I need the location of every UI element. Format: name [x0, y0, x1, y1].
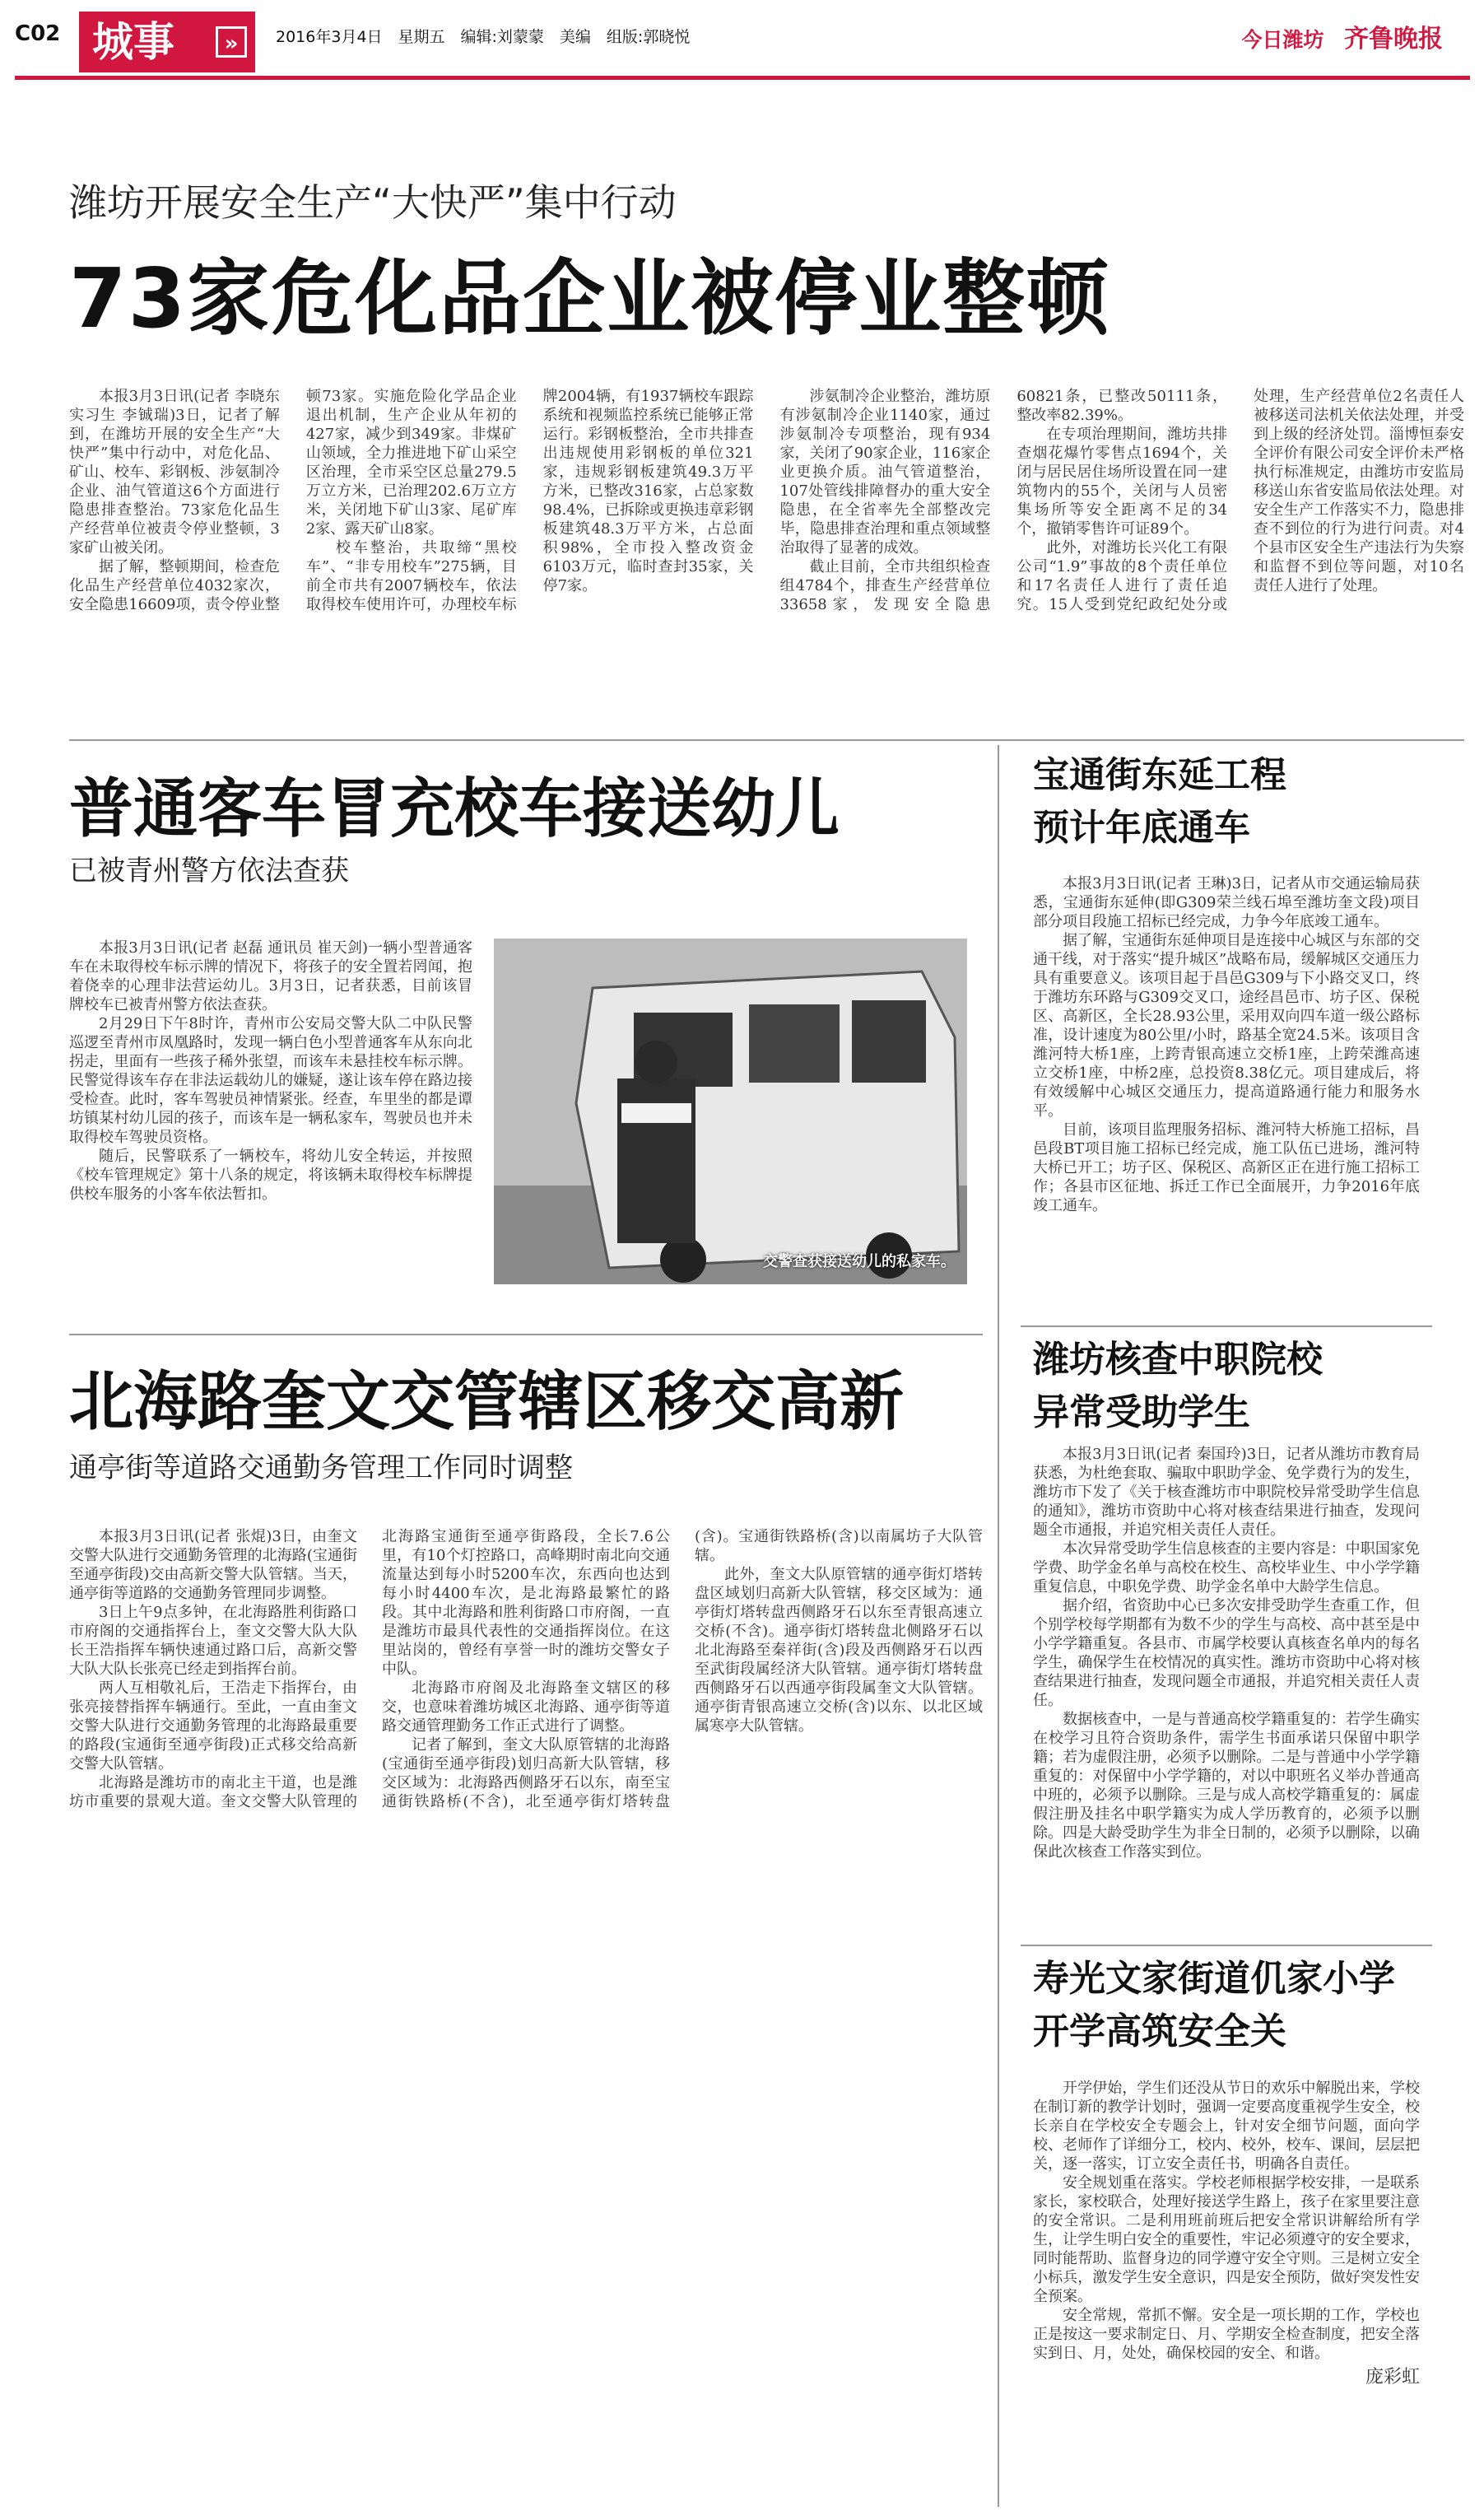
paragraph: 据了解，宝通街东延伸项目是连接中心城区与东部的交通干线，对于落实“提升城区”战略布局，缓解城区交通压力具有重要意义。该项目起于昌邑G309与下小路交叉口，终于潍坊东环路与G309交叉口，途经昌邑市、坊子区、保税区、高新区，全长28.93公里，采用双向四车道一级公路标准，设计速度为80公里/小时，路基全宽24.5米。该项目含潍河特大桥1座，上跨青银高速立交桥1座，上跨荣潍高速立交桥1座，中桥2座，总投资8.38亿元。项目建成后，将有效缓解中心城区交通压力，提高道路通行能力和服务水平。: [1033, 932, 1420, 1120]
kuiwen-headline: 北海路奎文交管辖区移交高新: [69, 1365, 905, 1439]
paragraph: 北海路是潍坊市的南北主干道，也是潍坊市重要的景观大道。奎文交警大队管理的北海路宝通街至通亭街路段，全长7.6公里，有10个灯控路口，高峰期时南北向交通流量达到每小时5200车次，东西向也达到每小时4400车次，是北海路最繁忙的路段。其中北海路和胜利街路口市府阁，一直是潍坊市最具代表性的交通指挥岗位。在这里站岗的，曾经有享誉一时的潍坊交警女子中队。: [69, 1528, 670, 1810]
headline-line: 预计年底通车: [1033, 807, 1250, 849]
section-label: 城事: [92, 18, 174, 66]
page-number: C02: [15, 21, 61, 46]
article-author: 庞彩虹: [1365, 2367, 1420, 2388]
paragraph: 数据核查中，一是与普通高校学籍重复的：若学生确实在校学习且符合资助条件，需学生书面承诺只保留中职学籍；若为虚假注册，必须予以删除。二是与普通中小学学籍重复的：对保留中小学学籍的，对以中职班名义举办普通高中班的，必须予以删除。三是与成人高校学籍重复的：属虚假注册及挂名中职学籍实为成人学历教育的，必须予以删除。四是大龄受助学生为非全日制的，必须予以删除，以确保此次核查工作落实到位。: [1033, 1711, 1420, 1861]
paragraph: 本报3月3日讯(记者 王琳)3日，记者从市交通运输局获悉，宝通街东延伸(即G309荣兰线石埠至潍坊奎文段)项目部分项目段施工招标已经完成，力争今年底竣工通车。: [1033, 875, 1420, 930]
chevron-right-icon: »: [216, 26, 247, 58]
bus-headline: 普通客车冒充校车接送幼儿: [69, 772, 840, 846]
paragraph: 校车整治，共取缔“黑校车”、“非专用校车”275辆，目前全市共有2007辆校车，依法取得校车使用许可，办理校车标牌2004辆，有1937辆校车跟踪系统和视频监控系统已能够正常运行。彩钢板整治，全市共排查出违规使用彩钢板的单位321家，违规彩钢板建筑49.3万平方米，已整改316家，占总家数98.4%，已拆除或更换违章彩钢板建筑48.3万平方米，占总面积98%，全市投入整改资金6103万元，临时查封35家，关停7家。: [305, 388, 754, 613]
paragraph: 本次异常受助学生信息核查的主要内容是：中职国家免学费、助学金名单与高校在校生、高校毕业生、中小学学籍重复信息，中职免学费、助学金名单中大龄学生信息。: [1033, 1540, 1420, 1596]
date-line: 2016年3月4日 星期五 编辑:刘蒙蒙 美编 组版:郭晓悦: [276, 28, 691, 46]
divider: [69, 1334, 983, 1335]
paragraph: 本报3月3日讯(记者 李晓东 实习生 李铖瑞)3日，记者了解到，在潍坊开展的安全生产“大快严”集中行动中，对危化品、矿山、校车、彩钢板、涉氨制冷企业、油气管道这6个方面进行隐患排查整治。73家危化品生产经营单位被责令停业整顿，3家矿山被关闭。: [69, 388, 280, 557]
baotong-headline: [1033, 749, 1379, 855]
paragraph: 此外，对潍坊长兴化工有限公司“1.9”事故的8个责任单位和17名责任人进行了责任追究。15人受到党纪政纪处分或处理，生产经营单位2名责任人被移送司法机关依法处理，并受到上级的经济处罚。淄博恒泰安全评价有限公司安全评价未严格执行标准规定，由潍坊市安监局移送山东省安监局依法处理。对安全生产工作落实不力，隐患排查不到位的行为进行问责。对4个县市区安全生产违法行为失察和监督不到位等问题，对10名责任人进行了处理。: [1016, 388, 1464, 613]
news-photo: [494, 939, 967, 1284]
paragraph: 2月29日下午8时许，青州市公安局交警大队二中队民警巡逻至青州市凤凰路时，发现一辆白色小型普通客车从东向北拐走，里面有一些孩子稀外张望，而该车未悬挂校车标示牌。民警觉得该车存在非法运载幼儿的嫌疑，遂让该车停在路边接受检查。此时，客车驾驶员神情紧张。经查，车里坐的都是谭坊镇某村幼儿园的孩子，而该车是一辆私家车，驾驶员也并未取得校车驾驶员资格。: [69, 1015, 472, 1146]
shouguang-headline: [1033, 1953, 1444, 2058]
photo-caption: 交警查获接送幼儿的私家车。: [763, 1253, 956, 1270]
paragraph: 开学伊始，学生们还没从节日的欢乐中解脱出来，学校在制订新的教学计划时，强调一定要高度重视学生安全，校长亲自在学校安全专题会上，针对安全细节问题，面向学校、老师作了详细分工，校内、校外，校车、课间，层层把关，逐一落实，订立安全责任书，明确各自责任。: [1033, 2080, 1420, 2173]
baotong-body: [1033, 874, 1420, 1215]
divider: [1021, 1945, 1432, 1946]
vocational-headline: [1033, 1334, 1379, 1439]
headline-line: 寿光文家街道仉家小学: [1033, 1958, 1395, 2000]
bus-subheadline: 已被青州警方依法查获: [69, 855, 349, 887]
paragraph: 记者了解到，奎文大队原管辖的北海路(宝通街至通亭街段)划归高新大队管辖，移交区域为：北海路西侧路牙石以东，南至宝通街铁路桥(不含)，北至通亭街灯塔转盘(含)。宝通街铁路桥(含)以南属坊子大队管辖。: [382, 1528, 983, 1810]
lead-body: [69, 387, 1464, 749]
paragraph: 此外，奎文大队原管辖的通亭街灯塔转盘区域划归高新大队管辖，移交区域为：通亭街灯塔转盘西侧路牙石以东至青银高速立交桥(不含)。通亭街灯塔转盘北侧路牙石以北北海路至秦祥街(含)段及西侧路牙石以西至武街段属经济大队管辖。通亭街灯塔转盘西侧路牙石以西通亭街段属奎文大队管辖。通亭街青银高速立交桥(含)以东、以北区域属寒亭大队管辖。: [695, 1566, 983, 1735]
vocational-body: [1033, 1445, 1420, 1861]
headline-line: 开学高筑安全关: [1033, 2010, 1286, 2052]
headline-line: 异常受助学生: [1033, 1391, 1250, 1433]
brand-tag: 今日潍坊: [1241, 28, 1324, 52]
paragraph: 本报3月3日讯(记者 秦国玲)3日，记者从潍坊市教育局获悉，为杜绝套取、骗取中职助学金、免学费行为的发生，潍坊市下发了《关于核查潍坊市中职院校异常受助学生信息的通知》，潍坊市资助中心将对核查结果进行抽查，发现问题全市通报，并追究相关责任人责任。: [1033, 1446, 1420, 1539]
headline-line: 潍坊核查中职院校: [1033, 1339, 1323, 1381]
headline-line: 宝通街东延工程: [1033, 754, 1286, 796]
paragraph: 两人互相敬礼后，王浩走下指挥台，由张亮接替指挥车辆通行。至此，一直由奎文交警大队进行交通勤务管理的北海路最重要的路段(宝通街至通亭街段)正式移交给高新交警大队管辖。: [69, 1679, 357, 1773]
divider: [69, 739, 1464, 741]
header-rule: [15, 76, 1470, 80]
kuiwen-subheadline: 通亭街等道路交通勤务管理工作同时调整: [69, 1451, 573, 1484]
divider: [1021, 1325, 1432, 1327]
shouguang-body: [1033, 2079, 1420, 2387]
paragraph: 截止目前，全市共组织检查组4784个，排查生产经营单位33658家，发现安全隐患60821条，已整改50111条，整改率82.39%。: [779, 388, 1228, 613]
column-divider: [998, 745, 999, 2507]
kuiwen-body: [69, 1527, 983, 1939]
photo-illustration: [494, 939, 967, 1284]
paragraph: 据了解，整顿期间，检查危化品生产经营单位4032家次，安全隐患16609项，责令停业整顿73家。实施危险化学品企业退出机制，生产企业从年初的427家，减少到349家。非煤矿山领域，全力推进地下矿山采空区治理，全市采空区总量279.5万立方米，已治理202.6万立方米，关闭地下矿山3家、尾矿库2家、露天矿山8家。: [69, 388, 517, 613]
paragraph: 3日上午9点多钟，在北海路胜利街路口市府阁的交通指挥台上，奎文交警大队大队长王浩指挥车辆快速通过路口后，高新交警大队大队长张亮已经走到指挥台前。: [69, 1604, 357, 1678]
paragraph: 安全规划重在落实。学校老师根据学校安排，一是联系家长，家校联合，处理好接送学生路上，孩子在家里要注意的安全常识。二是利用班前班后把安全常识讲解给所有学生，让学生明白安全的重要性，牢记必须遵守的安全要求，同时能帮助、监督身边的同学遵守安全守则。三是树立安全小标兵，激发学生安全意识，四是安全预防，做好突发性安全预案。: [1033, 2174, 1420, 2305]
paragraph: 本报3月3日讯(记者 张焜)3日，由奎文交警大队进行交通勤务管理的北海路(宝通街至通亭街段)交由高新交警大队管辖。当天，通亭街等道路的交通勤务管理同步调整。: [69, 1528, 357, 1602]
lead-kicker: 潍坊开展安全生产“大快严”集中行动: [69, 180, 677, 225]
lead-headline: 73家危化品企业被停业整顿: [69, 250, 1111, 347]
paragraph: 涉氨制冷企业整治，潍坊原有涉氨制冷企业1140家，通过涉氨制冷专项整治，现有934家，关闭了90家企业，116家企业更换介质。油气管道整治，107处管线排障督办的重大安全隐患，在全省率先全部整改完毕，隐患排查治理和重点领域整治取得了显著的成效。: [779, 388, 991, 557]
bus-body: [69, 939, 472, 1204]
paragraph: 北海路市府阁及北海路奎文辖区的移交，也意味着潍坊城区北海路、通亭街等道路交通管理勤务工作正式进行了调整。: [382, 1679, 670, 1735]
paragraph: 目前，该项目监理服务招标、潍河特大桥施工招标，昌邑段BT项目施工招标已经完成，施工队伍已进场，潍河特大桥已开工；坊子区、保税区、高新区正在进行施工招标工作；各县市区征地、拆迁工作已全面展开，力争2016年底竣工通车。: [1033, 1121, 1420, 1214]
brand: [1242, 18, 1443, 54]
paragraph: 安全常规，常抓不懈。安全是一项长期的工作，学校也正是按这一要求制定日、月、学期安全检查制度，把安全落实到日、月，处处，确保校园的安全、和谐。: [1033, 2307, 1420, 2362]
section-tab: [79, 12, 255, 72]
paragraph: 本报3月3日讯(记者 赵磊 通讯员 崔天剑)一辆小型普通客车在未取得校车标示牌的情况下，将孩子的安全置若罔闻，抱着侥幸的心理非法营运幼儿。3月3日，记者获悉，目前该冒牌校车已被青州警方依法查获。: [69, 939, 472, 1013]
brand-logo: 齐鲁晚报: [1344, 25, 1443, 54]
paragraph: 据介绍，省资助中心已多次安排受助学生查重工作，但个别学校每学期都有为数不少的学生与高校、高中甚至是中小学学籍重复。各县市、市属学校要认真核查名单内的每名学生，确保学生在校情况的真实性。潍坊市资助中心将对核查结果进行抽查，发现问题全市通报，并追究相关责任人责任。: [1033, 1597, 1420, 1709]
paragraph: 在专项治理期间，潍坊共排查烟花爆竹零售点1694个，关闭与居民居住场所设置在同一建筑物内的55个，关闭与人员密集场所等安全距离不足的34个，撤销零售许可证89个。: [1016, 426, 1228, 538]
paragraph: 随后，民警联系了一辆校车，将幼儿安全转运，并按照《校车管理规定》第十八条的规定，将该辆未取得校车标牌提供校车服务的小客车依法暂扣。: [69, 1148, 472, 1203]
